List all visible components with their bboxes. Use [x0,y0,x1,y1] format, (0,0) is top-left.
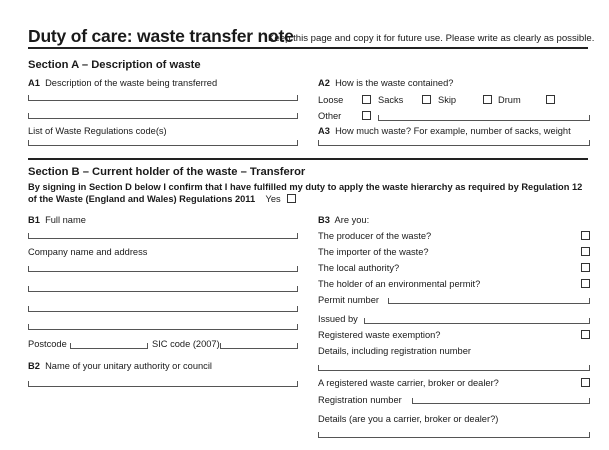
section-a-rule [28,158,588,160]
a1-description-field-1[interactable] [28,95,298,101]
importer-checkbox[interactable] [581,247,590,256]
issued-by-label: Issued by [318,314,358,324]
drum-checkbox[interactable] [483,95,492,104]
sacks-checkbox[interactable] [362,95,371,104]
a3-quantity-field[interactable] [318,140,590,146]
section-b-heading: Section B – Current holder of the waste – Transferor [28,166,306,178]
carrier-details-label: Details (are you a carrier, broker or dealer?) [318,414,499,424]
local-authority-checkbox[interactable] [581,263,590,272]
ewc-codes-label: List of Waste Regulations code(s) [28,126,167,136]
waste-exemption-label: Registered waste exemption? [318,330,441,340]
a2-label: How is the waste contained? [335,78,454,88]
company-address-field-3[interactable] [28,306,298,312]
env-permit-checkbox[interactable] [581,279,590,288]
loose-checkbox[interactable] [546,95,555,104]
company-address-label: Company name and address [28,247,148,257]
importer-label: The importer of the waste? [318,247,429,257]
waste-carrier-label: A registered waste carrier, broker or dealer? [318,378,499,388]
a1-description-field-2[interactable] [28,113,298,119]
b3-label: Are you: [334,215,370,225]
b1-label: Full name [45,215,86,225]
declaration-text: By signing in Section D below I confirm that I have fulfilled my duty to apply the waste hierarchy as required by Regulation 12 of the Waste (England and Wales) Regulations 2011 [28,182,583,204]
skip-label: Skip [438,95,457,105]
registration-number-label: Registration number [318,395,402,405]
b2-label: Name of your unitary authority or council [45,361,212,371]
waste-carrier-checkbox[interactable] [581,378,590,387]
loose-label: Loose [318,95,344,105]
drum-label: Drum [498,95,521,105]
other-checkbox[interactable] [362,111,371,120]
producer-checkbox[interactable] [581,231,590,240]
sic-code-field[interactable] [220,343,298,349]
sic-code-label: SIC code (2007) [152,339,220,349]
a2-label-row [318,78,453,88]
a1-label-row [28,78,217,88]
b2-number: B2 [28,361,40,371]
page-subtitle: Keep this page and copy it for future use. Please write as clearly as possible. [268,33,595,44]
page-title: Duty of care: waste transfer note [28,26,294,46]
a3-label: How much waste? For example, number of sacks, weight [335,126,571,136]
section-a-heading: Section A – Description of waste [28,59,201,71]
company-address-field-2[interactable] [28,286,298,292]
permit-number-label: Permit number [318,295,379,305]
postcode-field[interactable] [70,343,148,349]
skip-checkbox[interactable] [422,95,431,104]
carrier-details-field[interactable] [318,432,590,438]
a1-number: A1 [28,78,40,88]
a2-number: A2 [318,78,330,88]
ewc-codes-field[interactable] [28,140,298,146]
unitary-authority-field[interactable] [28,381,298,387]
b1-label-row [28,215,86,225]
full-name-field[interactable] [28,233,298,239]
other-container-field[interactable] [378,115,590,121]
a3-label-row [318,126,571,136]
exemption-details-label: Details, including registration number [318,346,471,356]
exemption-details-field[interactable] [318,365,590,371]
waste-exemption-checkbox[interactable] [581,330,590,339]
env-permit-label: The holder of an environmental permit? [318,279,481,289]
postcode-label: Postcode [28,339,67,349]
producer-label: The producer of the waste? [318,231,432,241]
other-label: Other [318,111,342,121]
b3-label-row [318,215,369,225]
b2-label-row [28,361,212,371]
a3-number: A3 [318,126,330,136]
sacks-label: Sacks [378,95,404,105]
declaration-yes-label: Yes [265,194,281,204]
issued-by-field[interactable] [364,318,590,324]
b3-number: B3 [318,215,330,225]
registration-number-field[interactable] [412,398,590,404]
local-authority-label: The local authority? [318,263,400,273]
waste-hierarchy-declaration [28,181,588,205]
declaration-yes-checkbox[interactable] [287,194,296,203]
permit-number-field[interactable] [388,298,590,304]
company-address-field-4[interactable] [28,324,298,330]
header-rule [28,47,588,49]
a1-label: Description of the waste being transferred [45,78,218,88]
company-address-field-1[interactable] [28,266,298,272]
b1-number: B1 [28,215,40,225]
